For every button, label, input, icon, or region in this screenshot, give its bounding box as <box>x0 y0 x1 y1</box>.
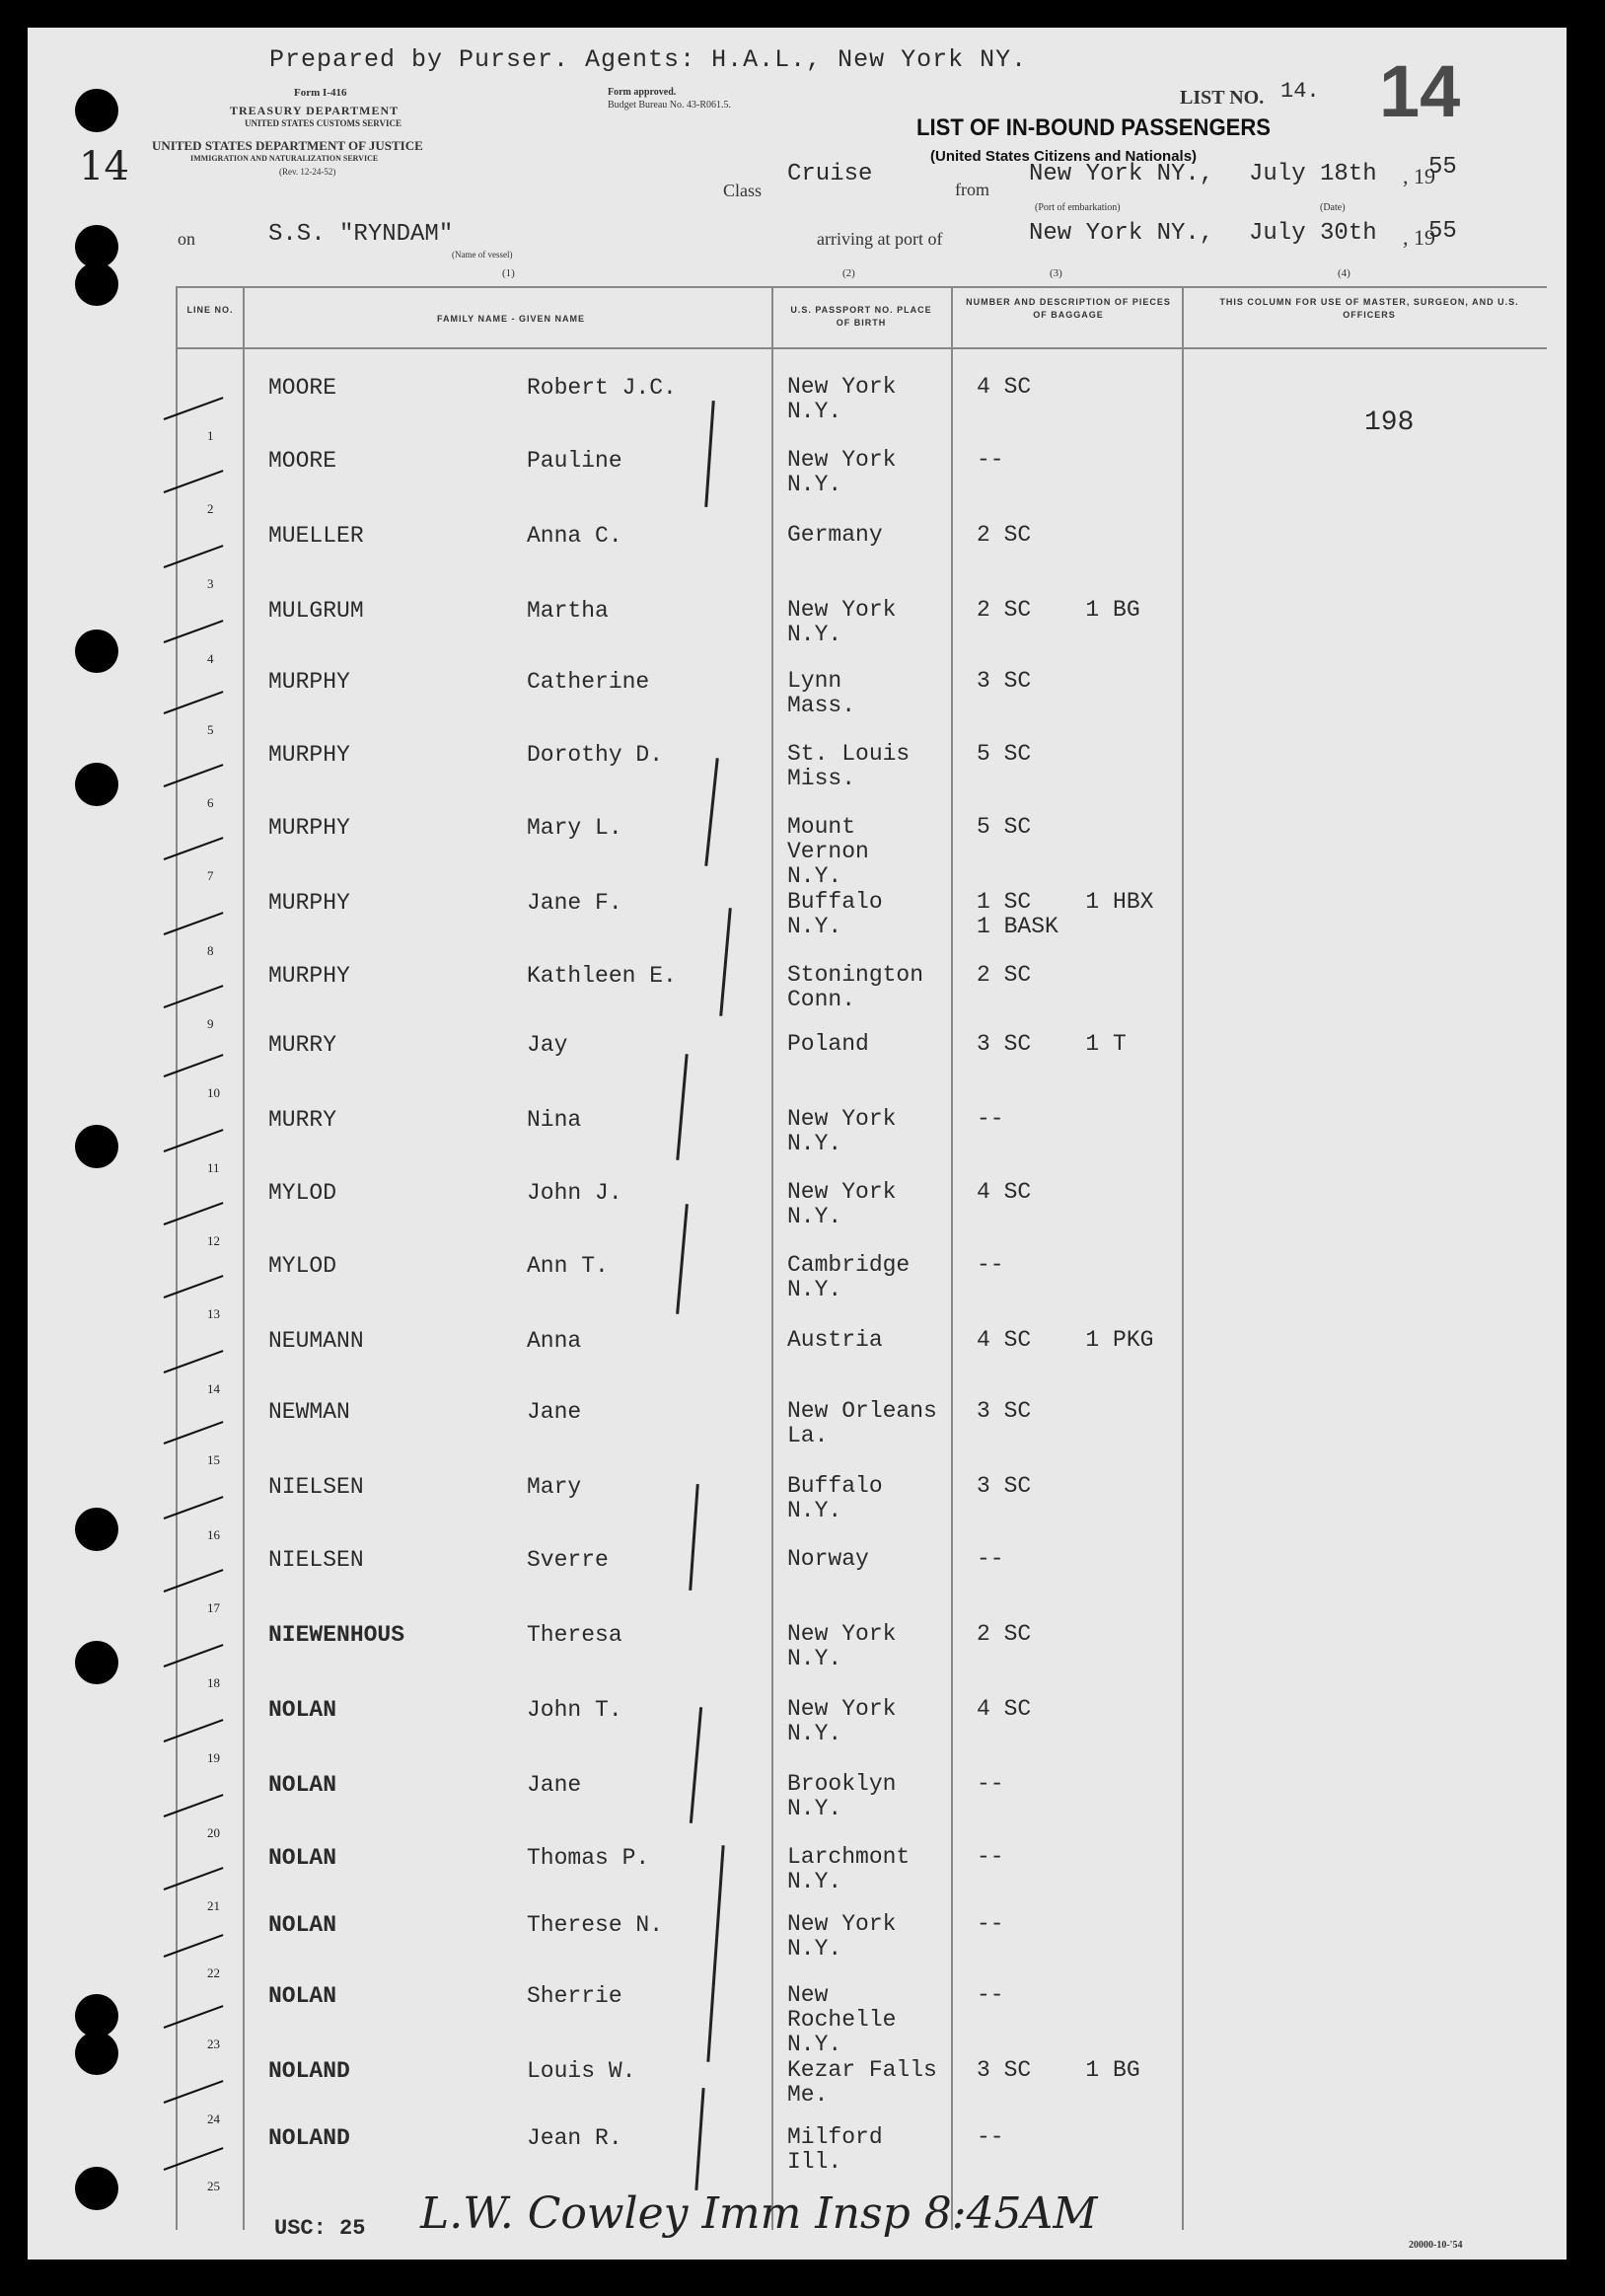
embark-port: New York NY., <box>1029 161 1214 187</box>
port-embark-caption: (Port of embarkation) <box>1035 202 1121 213</box>
check-mark <box>164 1794 224 1817</box>
table-row <box>28 1107 1567 1178</box>
table-border <box>176 286 1547 288</box>
family-name: MURRY <box>268 1107 337 1133</box>
punch-hole <box>75 262 118 306</box>
inspector-signature: L.W. Cowley Imm Insp 8:45AM <box>420 2188 1098 2239</box>
check-mark <box>164 1054 224 1077</box>
line-number: 13 <box>207 1306 220 1321</box>
birth-place: Austria <box>787 1327 883 1353</box>
family-name: MURPHY <box>268 815 350 841</box>
table-row <box>28 814 1567 889</box>
family-name: MYLOD <box>268 1253 337 1279</box>
table-row <box>28 1772 1567 1843</box>
given-name: Jay <box>527 1032 568 1058</box>
embark-date: July 18th <box>1249 161 1377 187</box>
line-number: 2 <box>207 501 214 516</box>
doj-label: UNITED STATES DEPARTMENT OF JUSTICE <box>152 138 423 153</box>
family-name: MURPHY <box>268 963 350 989</box>
list-no-label: LIST NO. <box>1180 87 1265 109</box>
table-row <box>28 2058 1567 2129</box>
baggage: 1 SC 1 HBX 1 BASK <box>977 889 1154 939</box>
line-number: 9 <box>207 1016 214 1031</box>
baggage: 2 SC <box>977 522 1032 548</box>
check-mark <box>164 620 224 643</box>
birth-place: Buffalo N.Y. <box>787 889 883 939</box>
column-number-1: (1) <box>502 267 515 279</box>
check-mark <box>164 397 224 420</box>
baggage: 4 SC <box>977 1696 1032 1722</box>
baggage: 5 SC <box>977 814 1032 840</box>
given-name: Catherine <box>527 669 650 695</box>
check-mark <box>164 1569 224 1592</box>
check-mark <box>164 1421 224 1444</box>
arriving-label: arriving at port of <box>817 229 943 249</box>
class-value: Cruise <box>787 161 873 187</box>
family-name: MURPHY <box>268 669 350 695</box>
family-name: MURRY <box>268 1032 337 1058</box>
form-approved: Form approved. <box>608 87 677 98</box>
table-row <box>28 1697 1567 1768</box>
prepared-by: Prepared by Purser. Agents: H.A.L., New York NY. <box>269 45 1028 74</box>
birth-place: Buffalo N.Y. <box>787 1473 883 1523</box>
check-mark <box>164 837 224 860</box>
family-name: NIEWENHOUS <box>268 1622 405 1648</box>
family-name: NOLAN <box>268 1697 337 1723</box>
officer-note: 198 <box>1364 407 1415 438</box>
header-line-no: LINE NO. <box>186 305 234 315</box>
page-subtitle: (United States Citizens and Nationals) <box>930 148 1198 165</box>
birth-place: Lynn Mass. <box>787 668 856 718</box>
given-name: John T. <box>527 1697 622 1723</box>
baggage: 5 SC <box>977 741 1032 767</box>
given-name: Jane <box>527 1399 582 1425</box>
table-row <box>28 1622 1567 1693</box>
date-caption: (Date) <box>1320 202 1346 213</box>
line-number: 19 <box>207 1750 220 1765</box>
family-name: NEWMAN <box>268 1399 350 1425</box>
budget-bureau: Budget Bureau No. 43-R061.5. <box>608 100 731 111</box>
table-row <box>28 1399 1567 1470</box>
table-row <box>28 1032 1567 1103</box>
table-row <box>28 598 1567 669</box>
birth-place: New York N.Y. <box>787 1696 897 1746</box>
on-label: on <box>178 229 195 249</box>
check-mark <box>164 2147 224 2171</box>
from-label: from <box>955 180 989 199</box>
check-mark <box>164 1644 224 1667</box>
given-name: Dorothy D. <box>527 742 664 768</box>
check-mark <box>164 912 224 935</box>
birth-place: Brooklyn N.Y. <box>787 1771 897 1821</box>
given-name: Jane F. <box>527 890 622 916</box>
birth-place: New Orleans La. <box>787 1398 937 1448</box>
arrival-port: New York NY., <box>1029 220 1214 247</box>
usc-count: USC: 25 <box>274 2216 366 2241</box>
birth-place: Poland <box>787 1031 869 1057</box>
table-row <box>28 890 1567 961</box>
embark-year-suffix: 55 <box>1428 154 1457 181</box>
family-name: NIELSEN <box>268 1547 364 1573</box>
baggage: 2 SC <box>977 1621 1032 1647</box>
given-name: Mary <box>527 1474 582 1500</box>
line-number: 18 <box>207 1675 220 1690</box>
line-number: 22 <box>207 1965 220 1980</box>
table-row <box>28 1912 1567 1983</box>
family-name: NIELSEN <box>268 1474 364 1500</box>
baggage: 3 SC <box>977 1398 1032 1424</box>
family-name: MOORE <box>268 375 337 401</box>
given-name: Anna C. <box>527 523 622 549</box>
birth-place: Kezar Falls Me. <box>787 2057 937 2108</box>
birth-place: New Rochelle N.Y. <box>787 1982 897 2057</box>
given-name: John J. <box>527 1180 622 1206</box>
class-label: Class <box>723 181 763 200</box>
line-number: 20 <box>207 1825 220 1840</box>
family-name: NOLAN <box>268 1772 337 1798</box>
line-number: 21 <box>207 1898 220 1913</box>
family-name: NEUMANN <box>268 1328 364 1354</box>
list-no-stamp: 14 <box>1379 50 1461 132</box>
column-number-4: (4) <box>1338 267 1350 279</box>
baggage: -- <box>977 1771 1004 1797</box>
birth-place: New York N.Y. <box>787 1179 897 1229</box>
birth-place: Milford Ill. <box>787 2124 883 2175</box>
page-title: LIST OF IN-BOUND PASSENGERS <box>916 114 1272 141</box>
birth-place: New York N.Y. <box>787 447 897 497</box>
check-mark <box>164 764 224 787</box>
family-name: MOORE <box>268 448 337 474</box>
table-row <box>28 2125 1567 2196</box>
given-name: Thomas P. <box>527 1845 650 1871</box>
baggage: 4 SC <box>977 374 1032 400</box>
header-name: FAMILY NAME - GIVEN NAME <box>436 314 585 324</box>
family-name: NOLAN <box>268 1845 337 1871</box>
family-name: NOLAND <box>268 2125 350 2151</box>
footer-code: 20000-10-'54 <box>1409 2240 1463 2251</box>
family-name: NOLAND <box>268 2058 350 2084</box>
table-row <box>28 1180 1567 1251</box>
check-mark <box>164 1867 224 1890</box>
ins-label: IMMIGRATION AND NATURALIZATION SERVICE <box>190 154 379 163</box>
baggage: -- <box>977 447 1004 473</box>
family-name: NOLAN <box>268 1983 337 2009</box>
birth-place: Larchmont N.Y. <box>787 1844 911 1894</box>
given-name: Pauline <box>527 448 622 474</box>
manifest-page <box>28 28 1567 2259</box>
check-mark <box>164 2080 224 2104</box>
line-number: 6 <box>207 795 214 810</box>
birth-place: Stonington Conn. <box>787 962 924 1012</box>
baggage: 3 SC 1 BG <box>977 2057 1140 2083</box>
birth-place: Norway <box>787 1546 869 1572</box>
table-row <box>28 1328 1567 1399</box>
given-name: Nina <box>527 1107 582 1133</box>
arrival-date: July 30th <box>1249 220 1377 247</box>
table-row <box>28 1474 1567 1545</box>
revision-label: (Rev. 12-24-52) <box>279 167 336 177</box>
line-number: 1 <box>207 428 214 443</box>
baggage: 3 SC 1 T <box>977 1031 1127 1057</box>
family-name: MUELLER <box>268 523 364 549</box>
margin-mark: 14 <box>79 144 129 189</box>
given-name: Theresa <box>527 1622 622 1648</box>
family-name: MULGRUM <box>268 598 364 624</box>
baggage: 3 SC <box>977 668 1032 694</box>
line-number: 10 <box>207 1085 220 1100</box>
arrival-year-suffix: 55 <box>1428 218 1457 245</box>
vessel-name: S.S. "RYNDAM" <box>268 221 454 248</box>
form-number: Form I-416 <box>294 87 347 99</box>
table-row <box>28 375 1567 446</box>
list-no-value: 14. <box>1280 79 1320 104</box>
header-officers: THIS COLUMN FOR USE OF MASTER, SURGEON, AND U.S. OFFICERS <box>1219 297 1519 320</box>
baggage: 2 SC 1 BG <box>977 597 1140 623</box>
baggage: -- <box>977 1911 1004 1937</box>
table-row <box>28 963 1567 1034</box>
customs-service: UNITED STATES CUSTOMS SERVICE <box>245 118 401 128</box>
check-mark <box>164 1496 224 1519</box>
family-name: MURPHY <box>268 890 350 916</box>
check-mark <box>164 1129 224 1152</box>
line-number: 23 <box>207 2037 220 2051</box>
line-number: 5 <box>207 722 214 737</box>
line-number: 11 <box>207 1160 220 1175</box>
given-name: Louis W. <box>527 2058 636 2084</box>
check-mark <box>164 985 224 1008</box>
line-number: 4 <box>207 651 214 666</box>
table-row <box>28 1253 1567 1324</box>
line-number: 25 <box>207 2179 220 2193</box>
birth-place: Cambridge N.Y. <box>787 1252 911 1302</box>
table-row <box>28 1845 1567 1916</box>
birth-place: New York N.Y. <box>787 597 897 647</box>
birth-place: New York N.Y. <box>787 1911 897 1962</box>
given-name: Anna <box>527 1328 582 1354</box>
table-row <box>28 742 1567 813</box>
header-baggage: NUMBER AND DESCRIPTION OF PIECES OF BAGGAGE <box>966 297 1171 320</box>
check-mark <box>164 470 224 493</box>
header-passport: U.S. PASSPORT NO. PLACE OF BIRTH <box>790 305 932 328</box>
embark-year-prefix: , 19 <box>1403 164 1435 188</box>
given-name: Robert J.C. <box>527 375 677 401</box>
line-number: 7 <box>207 868 214 883</box>
check-mark <box>164 1350 224 1373</box>
baggage: 2 SC <box>977 962 1032 988</box>
column-number-2: (2) <box>842 267 855 279</box>
baggage: 4 SC <box>977 1179 1032 1205</box>
table-row <box>28 448 1567 519</box>
table-row <box>28 523 1567 594</box>
family-name: MYLOD <box>268 1180 337 1206</box>
given-name: Kathleen E. <box>527 963 677 989</box>
baggage: -- <box>977 1252 1004 1278</box>
line-number: 8 <box>207 943 214 958</box>
table-row <box>28 669 1567 740</box>
birth-place: New York N.Y. <box>787 374 897 424</box>
baggage: -- <box>977 1982 1004 2008</box>
family-name: NOLAN <box>268 1912 337 1938</box>
given-name: Jane <box>527 1772 582 1798</box>
line-number: 24 <box>207 2111 220 2126</box>
check-mark <box>164 545 224 568</box>
line-number: 12 <box>207 1233 220 1248</box>
baggage: -- <box>977 1106 1004 1132</box>
check-mark <box>164 1202 224 1225</box>
line-number: 15 <box>207 1452 220 1467</box>
check-mark <box>164 1275 224 1298</box>
line-number: 17 <box>207 1600 220 1615</box>
punch-hole <box>75 89 118 132</box>
baggage: -- <box>977 2124 1004 2150</box>
given-name: Therese N. <box>527 1912 664 1938</box>
line-number: 3 <box>207 576 214 591</box>
given-name: Mary L. <box>527 815 622 841</box>
check-mark <box>164 1719 224 1742</box>
table-row <box>28 1982 1567 2057</box>
family-name: MURPHY <box>268 742 350 768</box>
table-row <box>28 1547 1567 1618</box>
given-name: Ann T. <box>527 1253 609 1279</box>
arrival-year-prefix: , 19 <box>1403 225 1435 250</box>
given-name: Martha <box>527 598 609 624</box>
birth-place: New York N.Y. <box>787 1106 897 1156</box>
check-mark <box>164 1934 224 1958</box>
baggage: -- <box>977 1546 1004 1572</box>
birth-place: St. Louis Miss. <box>787 741 911 791</box>
treasury-dept: TREASURY DEPARTMENT <box>230 104 400 117</box>
line-number: 14 <box>207 1381 220 1396</box>
baggage: -- <box>977 1844 1004 1870</box>
given-name: Sverre <box>527 1547 609 1573</box>
birth-place: Germany <box>787 522 883 548</box>
line-number: 16 <box>207 1527 220 1542</box>
baggage: 3 SC <box>977 1473 1032 1499</box>
given-name: Sherrie <box>527 1983 622 2009</box>
birth-place: New York N.Y. <box>787 1621 897 1671</box>
vessel-caption: (Name of vessel) <box>452 250 513 259</box>
birth-place: Mount Vernon N.Y. <box>787 814 869 889</box>
check-mark <box>164 691 224 714</box>
check-mark <box>164 2005 224 2029</box>
baggage: 4 SC 1 PKG <box>977 1327 1154 1353</box>
table-header-divider <box>176 347 1547 349</box>
column-number-3: (3) <box>1050 267 1062 279</box>
given-name: Jean R. <box>527 2125 622 2151</box>
